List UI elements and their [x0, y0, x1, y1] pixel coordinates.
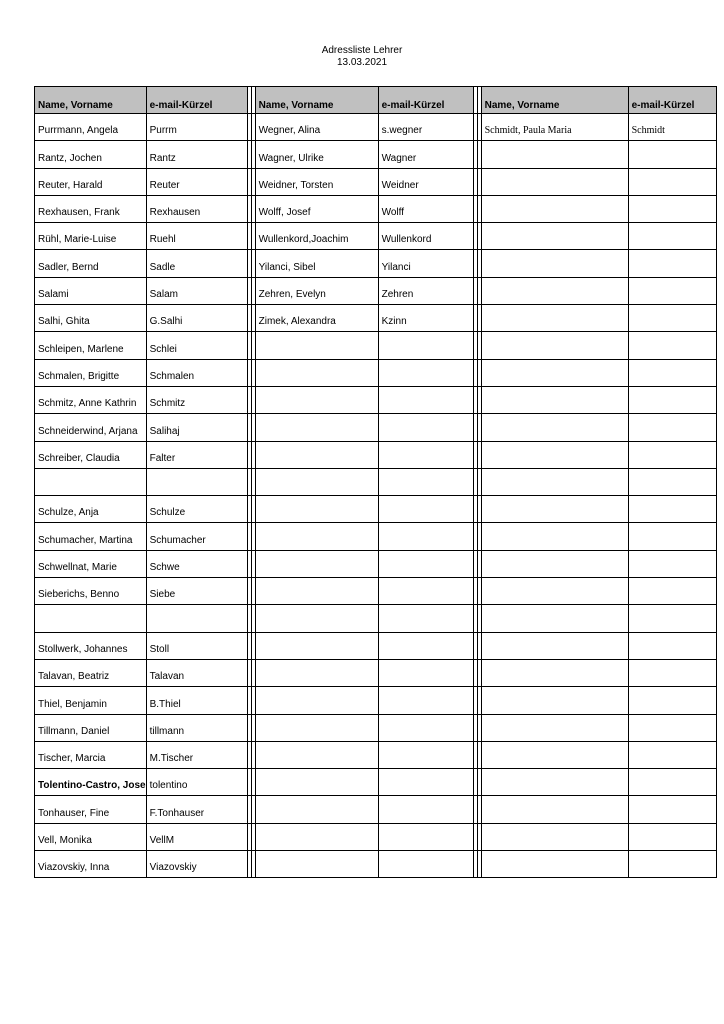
cell-name-col-1: Tillmann, Daniel [35, 714, 147, 741]
cell-kuerzel-col-2: Wolff [378, 195, 473, 222]
cell-name-col-3 [481, 687, 628, 714]
cell-name-col-2: Weidner, Torsten [255, 168, 378, 195]
cell-kuerzel-col-2 [378, 769, 473, 796]
cell-name-col-1: Schmalen, Brigitte [35, 359, 147, 386]
cell-name-col-2: Wagner, Ulrike [255, 141, 378, 168]
table-row [35, 632, 717, 659]
table-row [35, 386, 717, 413]
cell-kuerzel-col-1: VellM [146, 823, 247, 850]
cell-kuerzel-col-3: Schmidt [628, 114, 716, 141]
cell-name-col-2 [255, 496, 378, 523]
cell-kuerzel-col-3 [628, 578, 716, 605]
cell-kuerzel-col-2 [378, 796, 473, 823]
document-date: 13.03.2021 [336, 57, 388, 68]
cell-name-col-1: Reuter, Harald [35, 168, 147, 195]
cell-kuerzel-col-2 [378, 359, 473, 386]
cell-name-col-2 [255, 414, 378, 441]
cell-name-col-2 [255, 632, 378, 659]
cell-kuerzel-col-1: tolentino [146, 769, 247, 796]
cell-kuerzel-col-1: F.Tonhauser [146, 796, 247, 823]
table-row [35, 468, 717, 495]
cell-kuerzel-col-1: G.Salhi [146, 305, 247, 332]
cell-kuerzel-col-1 [146, 605, 247, 632]
cell-name-col-3 [481, 277, 628, 304]
cell-kuerzel-col-2: Yilanci [378, 250, 473, 277]
cell-kuerzel-col-3 [628, 195, 716, 222]
cell-kuerzel-col-2 [378, 714, 473, 741]
cell-kuerzel-col-2: Wullenkord [378, 223, 473, 250]
cell-kuerzel-col-1: Salam [146, 277, 247, 304]
cell-name-col-3 [481, 550, 628, 577]
table-row [35, 195, 717, 222]
table-row [35, 168, 717, 195]
cell-kuerzel-col-2 [378, 523, 473, 550]
cell-name-col-2 [255, 441, 378, 468]
cell-kuerzel-col-3 [628, 141, 716, 168]
cell-kuerzel-col-3 [628, 714, 716, 741]
cell-name-col-1: Purrmann, Angela [35, 114, 147, 141]
cell-name-col-2: Wegner, Alina [255, 114, 378, 141]
table-row [35, 769, 717, 796]
teacher-address-table [34, 86, 717, 878]
cell-kuerzel-col-1: Siebe [146, 578, 247, 605]
cell-name-col-3 [481, 195, 628, 222]
cell-kuerzel-col-1: Schlei [146, 332, 247, 359]
cell-kuerzel-col-3 [628, 823, 716, 850]
cell-kuerzel-col-1: Schumacher [146, 523, 247, 550]
cell-kuerzel-col-2 [378, 741, 473, 768]
cell-name-col-2: Yilanci, Sibel [255, 250, 378, 277]
table-row [35, 114, 717, 141]
cell-name-col-3 [481, 605, 628, 632]
table-row [35, 277, 717, 304]
cell-kuerzel-col-1: tillmann [146, 714, 247, 741]
cell-name-col-3 [481, 141, 628, 168]
table-row [35, 523, 717, 550]
cell-kuerzel-col-3 [628, 632, 716, 659]
cell-kuerzel-col-2: Weidner [378, 168, 473, 195]
cell-name-col-1: Tonhauser, Fine [35, 796, 147, 823]
cell-kuerzel-col-1: Schmalen [146, 359, 247, 386]
table-row [35, 141, 717, 168]
cell-name-col-2: Zehren, Evelyn [255, 277, 378, 304]
cell-kuerzel-col-3 [628, 796, 716, 823]
document-title: Adressliste Lehrer [321, 45, 403, 56]
cell-name-col-1: Schreiber, Claudia [35, 441, 147, 468]
table-row [35, 550, 717, 577]
cell-name-col-1: Schleipen, Marlene [35, 332, 147, 359]
cell-name-col-1 [35, 468, 147, 495]
table-row [35, 441, 717, 468]
cell-kuerzel-col-3 [628, 223, 716, 250]
cell-kuerzel-col-1: Schulze [146, 496, 247, 523]
cell-kuerzel-col-2 [378, 386, 473, 413]
table-row [35, 823, 717, 850]
cell-kuerzel-col-3 [628, 523, 716, 550]
cell-name-col-2: Wullenkord,Joachim [255, 223, 378, 250]
cell-name-col-3 [481, 823, 628, 850]
cell-kuerzel-col-1: M.Tischer [146, 741, 247, 768]
cell-name-col-2: Wolff, Josef [255, 195, 378, 222]
cell-name-col-3: Schmidt, Paula Maria [481, 114, 628, 141]
cell-name-col-3 [481, 359, 628, 386]
cell-kuerzel-col-3 [628, 168, 716, 195]
cell-kuerzel-col-1: Reuter [146, 168, 247, 195]
cell-name-col-3 [481, 851, 628, 878]
table-row [35, 250, 717, 277]
cell-kuerzel-col-1: Talavan [146, 659, 247, 686]
cell-name-col-1: Tolentino-Castro, Jose [35, 769, 147, 796]
cell-kuerzel-col-1: Ruehl [146, 223, 247, 250]
cell-kuerzel-col-1: Sadle [146, 250, 247, 277]
cell-name-col-1: Sieberichs, Benno [35, 578, 147, 605]
cell-name-col-1: Viazovskiy, Inna [35, 851, 147, 878]
cell-name-col-2 [255, 578, 378, 605]
cell-kuerzel-col-1: B.Thiel [146, 687, 247, 714]
cell-kuerzel-col-3 [628, 659, 716, 686]
cell-name-col-2 [255, 359, 378, 386]
header-name-col-1: Name, Vorname [35, 87, 147, 114]
cell-name-col-2 [255, 687, 378, 714]
cell-name-col-1 [35, 605, 147, 632]
cell-name-col-3 [481, 223, 628, 250]
cell-kuerzel-col-1: Viazovskiy [146, 851, 247, 878]
cell-kuerzel-col-3 [628, 496, 716, 523]
table-row [35, 796, 717, 823]
cell-kuerzel-col-2 [378, 550, 473, 577]
cell-name-col-1: Vell, Monika [35, 823, 147, 850]
cell-name-col-1: Schneiderwind, Arjana [35, 414, 147, 441]
cell-kuerzel-col-3 [628, 687, 716, 714]
table-row [35, 687, 717, 714]
cell-kuerzel-col-2 [378, 468, 473, 495]
cell-kuerzel-col-1: Salihaj [146, 414, 247, 441]
cell-name-col-3 [481, 305, 628, 332]
cell-name-col-1: Talavan, Beatriz [35, 659, 147, 686]
cell-name-col-3 [481, 659, 628, 686]
cell-kuerzel-col-2 [378, 578, 473, 605]
cell-kuerzel-col-3 [628, 851, 716, 878]
cell-name-col-2 [255, 769, 378, 796]
cell-name-col-2 [255, 523, 378, 550]
cell-kuerzel-col-3 [628, 305, 716, 332]
cell-kuerzel-col-2: Wagner [378, 141, 473, 168]
header-name-col-3: Name, Vorname [481, 87, 628, 114]
table-row [35, 741, 717, 768]
cell-kuerzel-col-3 [628, 468, 716, 495]
table-row [35, 605, 717, 632]
cell-name-col-3 [481, 441, 628, 468]
cell-name-col-3 [481, 468, 628, 495]
cell-name-col-3 [481, 714, 628, 741]
cell-kuerzel-col-3 [628, 250, 716, 277]
cell-name-col-1: Schumacher, Martina [35, 523, 147, 550]
table-row [35, 851, 717, 878]
cell-name-col-3 [481, 796, 628, 823]
cell-name-col-2 [255, 550, 378, 577]
cell-kuerzel-col-3 [628, 277, 716, 304]
cell-kuerzel-col-2 [378, 823, 473, 850]
cell-kuerzel-col-1: Purrm [146, 114, 247, 141]
cell-name-col-2: Zimek, Alexandra [255, 305, 378, 332]
cell-name-col-2 [255, 741, 378, 768]
table-header-row [35, 87, 717, 114]
cell-kuerzel-col-1 [146, 468, 247, 495]
cell-kuerzel-col-1: Schwe [146, 550, 247, 577]
cell-name-col-1: Salhi, Ghita [35, 305, 147, 332]
cell-kuerzel-col-2 [378, 632, 473, 659]
cell-name-col-1: Stollwerk, Johannes [35, 632, 147, 659]
cell-kuerzel-col-1: Rexhausen [146, 195, 247, 222]
table-row [35, 578, 717, 605]
cell-kuerzel-col-1: Schmitz [146, 386, 247, 413]
cell-name-col-3 [481, 250, 628, 277]
cell-kuerzel-col-2 [378, 332, 473, 359]
cell-name-col-1: Tischer, Marcia [35, 741, 147, 768]
cell-name-col-3 [481, 578, 628, 605]
cell-name-col-1: Schwellnat, Marie [35, 550, 147, 577]
cell-kuerzel-col-2 [378, 851, 473, 878]
table-row [35, 714, 717, 741]
table-row [35, 496, 717, 523]
cell-kuerzel-col-3 [628, 769, 716, 796]
cell-kuerzel-col-2: Kzinn [378, 305, 473, 332]
cell-kuerzel-col-3 [628, 332, 716, 359]
cell-name-col-2 [255, 386, 378, 413]
cell-name-col-2 [255, 659, 378, 686]
header-kuerzel-col-3: e-mail-Kürzel [628, 87, 716, 114]
header-name-col-2: Name, Vorname [255, 87, 378, 114]
cell-name-col-1: Rantz, Jochen [35, 141, 147, 168]
cell-name-col-3 [481, 168, 628, 195]
cell-name-col-2 [255, 823, 378, 850]
cell-name-col-1: Rühl, Marie-Luise [35, 223, 147, 250]
cell-name-col-3 [481, 769, 628, 796]
table-row [35, 659, 717, 686]
cell-kuerzel-col-3 [628, 605, 716, 632]
cell-name-col-2 [255, 332, 378, 359]
cell-kuerzel-col-2: Zehren [378, 277, 473, 304]
cell-kuerzel-col-3 [628, 414, 716, 441]
cell-kuerzel-col-1: Falter [146, 441, 247, 468]
cell-name-col-3 [481, 741, 628, 768]
cell-kuerzel-col-2 [378, 414, 473, 441]
cell-name-col-1: Salami [35, 277, 147, 304]
header-kuerzel-col-2: e-mail-Kürzel [378, 87, 473, 114]
cell-kuerzel-col-3 [628, 741, 716, 768]
cell-name-col-2 [255, 714, 378, 741]
table-row [35, 305, 717, 332]
cell-name-col-1: Schulze, Anja [35, 496, 147, 523]
table-row [35, 359, 717, 386]
cell-name-col-1: Thiel, Benjamin [35, 687, 147, 714]
cell-name-col-3 [481, 496, 628, 523]
cell-name-col-2 [255, 851, 378, 878]
cell-name-col-3 [481, 386, 628, 413]
cell-kuerzel-col-3 [628, 550, 716, 577]
cell-kuerzel-col-3 [628, 359, 716, 386]
cell-name-col-1: Sadler, Bernd [35, 250, 147, 277]
cell-kuerzel-col-2 [378, 605, 473, 632]
cell-kuerzel-col-2 [378, 659, 473, 686]
cell-name-col-1: Rexhausen, Frank [35, 195, 147, 222]
table-row [35, 223, 717, 250]
cell-kuerzel-col-2: s.wegner [378, 114, 473, 141]
cell-name-col-2 [255, 605, 378, 632]
header-kuerzel-col-1: e-mail-Kürzel [146, 87, 247, 114]
cell-kuerzel-col-1: Rantz [146, 141, 247, 168]
cell-kuerzel-col-2 [378, 496, 473, 523]
cell-kuerzel-col-2 [378, 687, 473, 714]
cell-kuerzel-col-3 [628, 386, 716, 413]
table-row [35, 332, 717, 359]
table-row [35, 414, 717, 441]
cell-kuerzel-col-3 [628, 441, 716, 468]
cell-name-col-2 [255, 796, 378, 823]
cell-kuerzel-col-2 [378, 441, 473, 468]
cell-name-col-2 [255, 468, 378, 495]
cell-name-col-1: Schmitz, Anne Kathrin [35, 386, 147, 413]
cell-kuerzel-col-1: Stoll [146, 632, 247, 659]
cell-name-col-3 [481, 414, 628, 441]
cell-name-col-3 [481, 632, 628, 659]
cell-name-col-3 [481, 523, 628, 550]
cell-name-col-3 [481, 332, 628, 359]
